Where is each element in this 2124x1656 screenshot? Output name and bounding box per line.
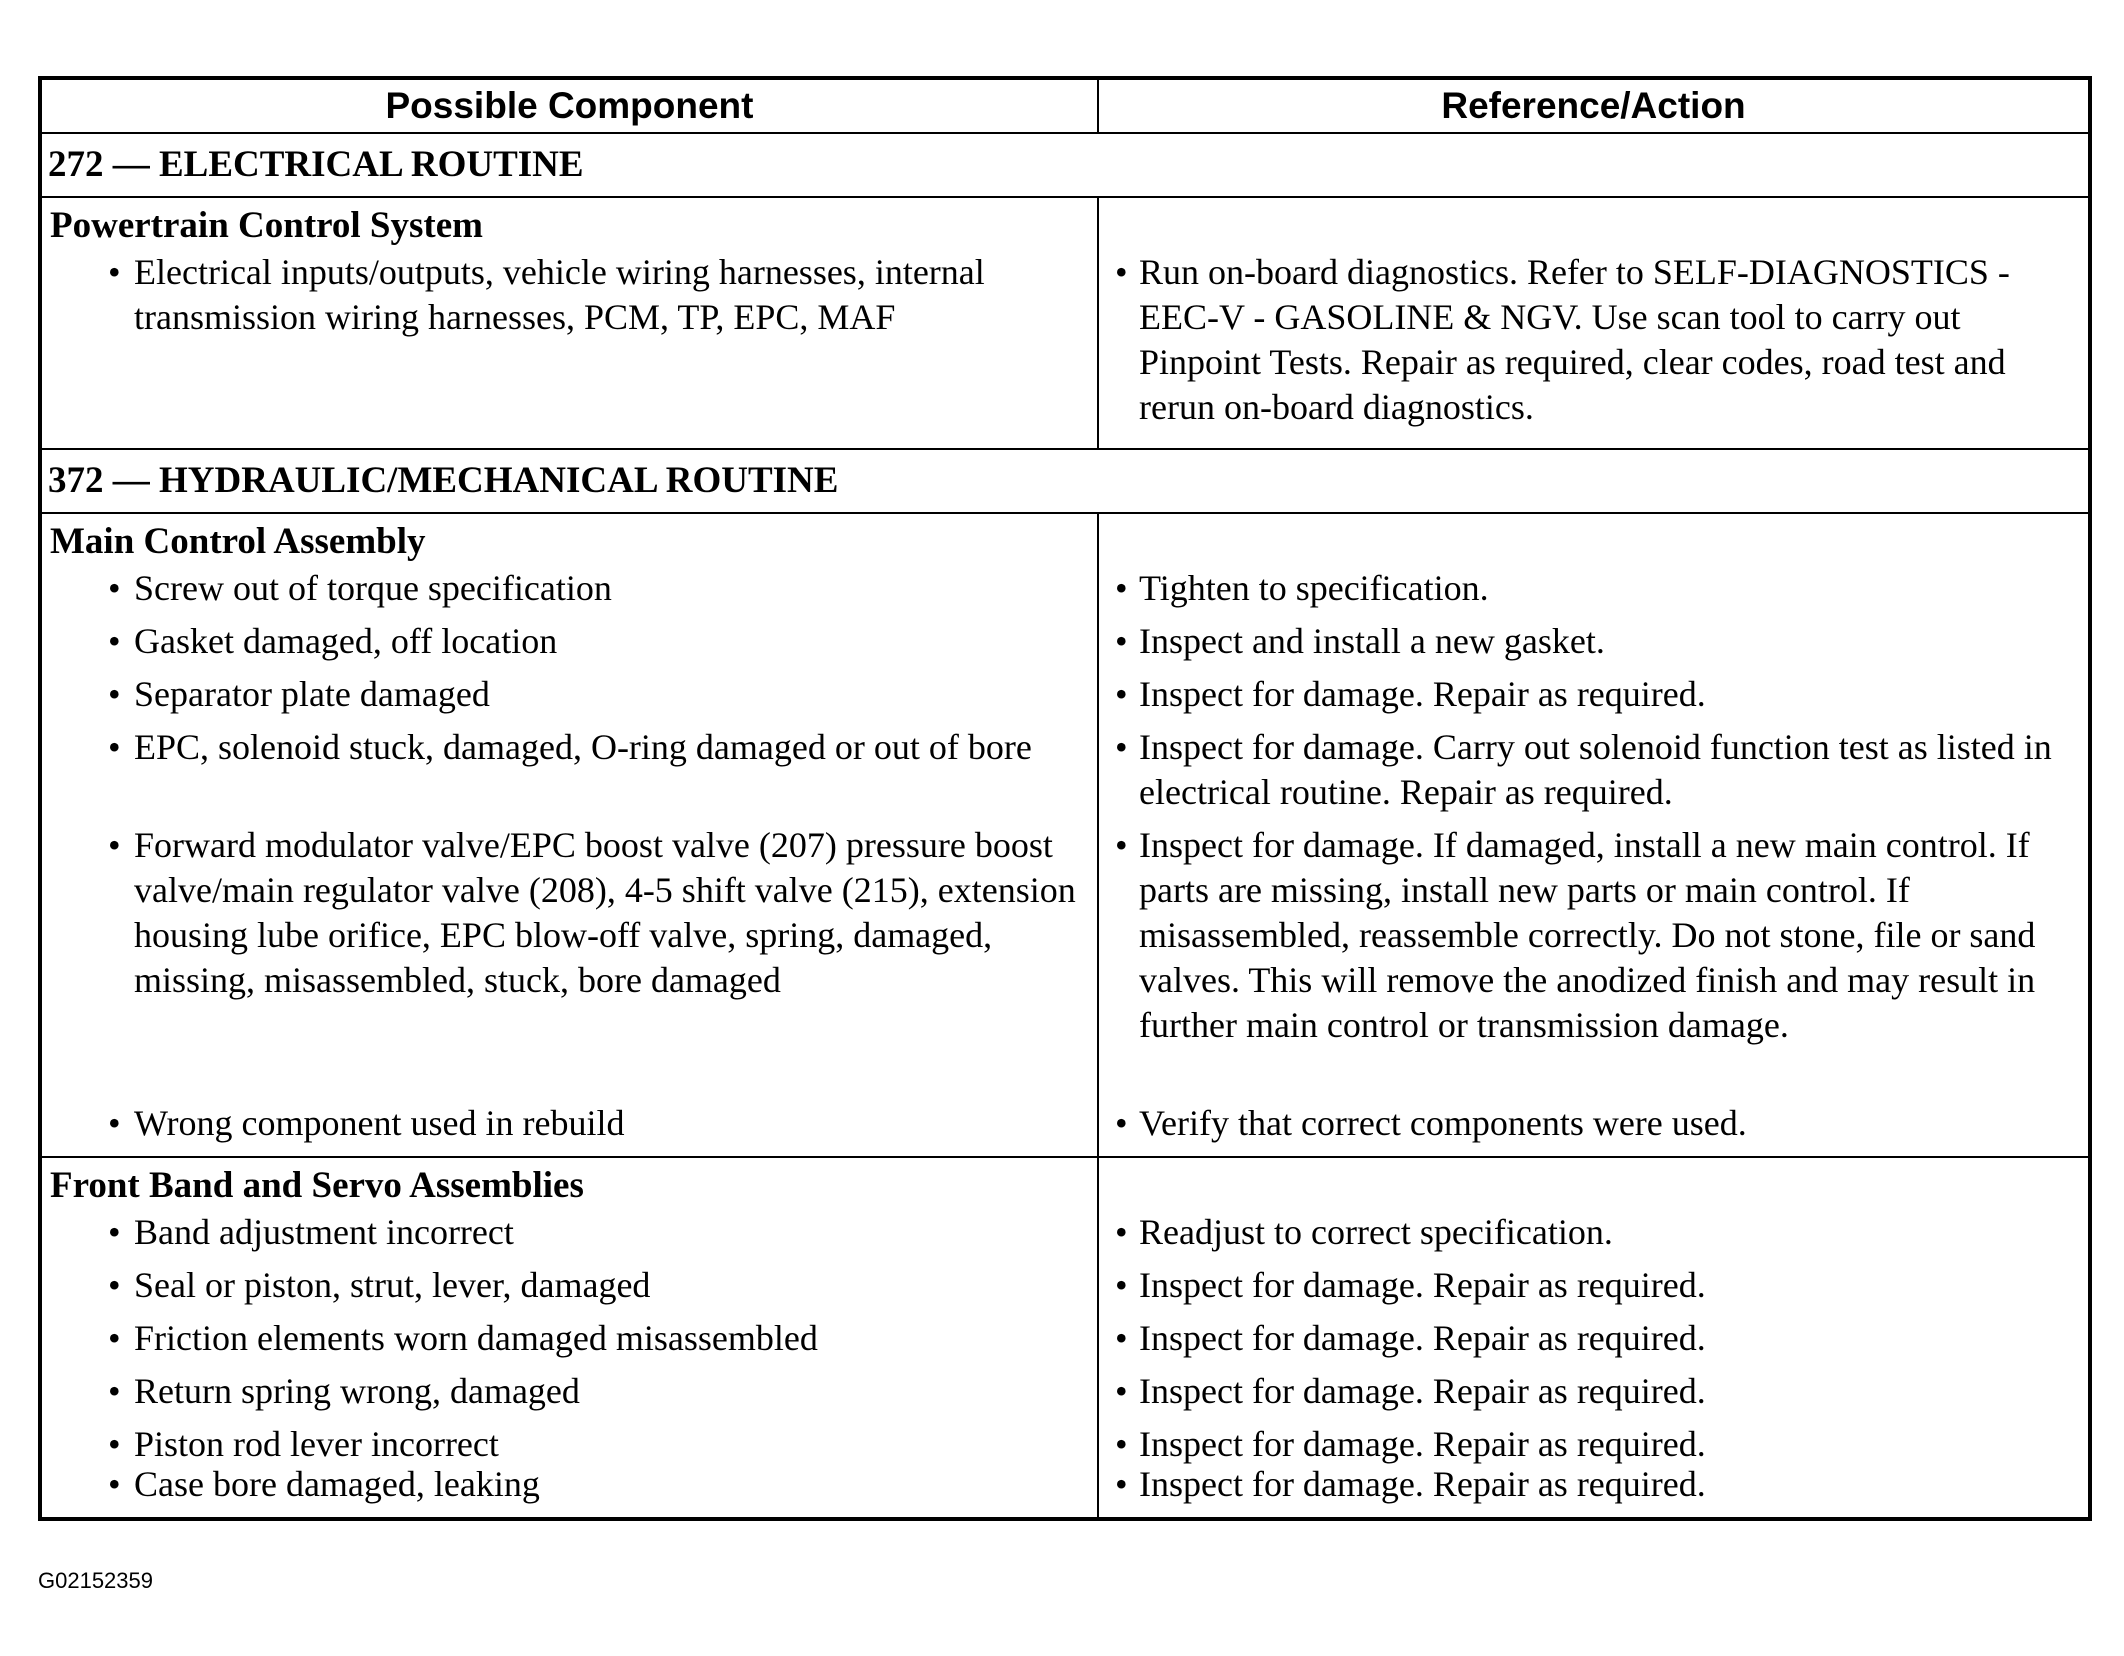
component-text: Wrong component used in rebuild xyxy=(134,1103,625,1143)
bullet: • xyxy=(108,568,121,608)
list-item xyxy=(1099,1101,2078,1146)
component-cell xyxy=(40,197,1098,449)
component-text: Return spring wrong, damaged xyxy=(134,1371,580,1411)
bullet: • xyxy=(1115,1424,1128,1464)
bullet: • xyxy=(1115,674,1128,714)
action-cell xyxy=(1098,513,2090,1157)
bullet: • xyxy=(108,1212,121,1252)
bullet: • xyxy=(1115,1265,1128,1305)
component-text: Seal or piston, strut, lever, damaged xyxy=(134,1265,651,1305)
bullet: • xyxy=(108,1103,121,1143)
bullet: • xyxy=(1115,621,1128,661)
table-header-row xyxy=(40,78,2090,133)
component-text: EPC, solenoid stuck, damaged, O-ring damaged or out of bore xyxy=(134,727,1032,767)
action-text: Readjust to correct specification. xyxy=(1139,1212,1613,1252)
bullet: • xyxy=(108,621,121,661)
bullet: • xyxy=(1115,825,1128,865)
component-text: Electrical inputs/outputs, vehicle wiring harnesses, internal transmission wiring harnesses, PCM, TP, EPC, MAF xyxy=(134,252,985,337)
component-text: Friction elements worn damaged misassembled xyxy=(134,1318,818,1358)
list-item xyxy=(42,725,1077,815)
list-item xyxy=(42,1210,1077,1255)
component-text: Case bore damaged, leaking xyxy=(134,1464,540,1504)
list-item xyxy=(42,566,1077,611)
bullet: • xyxy=(1115,568,1128,608)
action-cell xyxy=(1098,197,2090,449)
routine-title-272: 272 — ELECTRICAL ROUTINE xyxy=(40,133,2090,197)
action-text: Inspect for damage. Repair as required. xyxy=(1139,1265,1706,1305)
list-item xyxy=(1099,672,2078,717)
routine-row-272 xyxy=(40,133,2090,197)
bullet: • xyxy=(108,1265,121,1305)
action-text: Run on-board diagnostics. Refer to SELF-DIAGNOSTICS - EEC-V - GASOLINE & NGV. Use scan tool to carry out Pinpoint Tests. Repair as required, clear codes, road test and rerun on-board diagnostics. xyxy=(1139,252,2010,427)
component-text: Gasket damaged, off location xyxy=(134,621,558,661)
bullet: • xyxy=(1115,1318,1128,1358)
action-text: Inspect for damage. Repair as required. xyxy=(1139,1371,1706,1411)
bullet: • xyxy=(1115,252,1128,292)
action-text: Inspect for damage. Carry out solenoid function test as listed in electrical routine. Repair as required. xyxy=(1139,727,2052,812)
group-title-powertrain: Powertrain Control System xyxy=(50,205,483,246)
list-item xyxy=(1099,1210,2078,1255)
routine-row-372 xyxy=(40,449,2090,513)
list-item xyxy=(1099,619,2078,664)
group-row-front-band xyxy=(40,1157,2090,1519)
column-header-action: Reference/Action xyxy=(1098,78,2090,133)
figure-id: G02152359 xyxy=(38,1568,153,1593)
action-text: Inspect for damage. Repair as required. xyxy=(1139,1464,1706,1504)
diagnosis-table xyxy=(38,76,2092,1521)
list-item xyxy=(42,823,1077,1093)
bullet: • xyxy=(108,727,121,767)
bullet: • xyxy=(108,825,121,865)
component-text: Forward modulator valve/EPC boost valve (207) pressure boost valve/main regulator valve (208), 4-5 shift valve (215), extension housing lube orifice, EPC blow-off valve, spring, damaged, missing, misassembled, stuck, bore damaged xyxy=(134,825,1076,1000)
list-item xyxy=(42,1316,1077,1361)
list-item xyxy=(42,672,1077,717)
list-item xyxy=(42,1101,1077,1146)
list-item xyxy=(42,1422,1077,1462)
bullet: • xyxy=(1115,727,1128,767)
group-title-front-band: Front Band and Servo Assemblies xyxy=(50,1165,584,1206)
group-row-powertrain xyxy=(40,197,2090,449)
list-item xyxy=(42,1462,1077,1507)
bullet: • xyxy=(108,1424,121,1464)
bullet: • xyxy=(108,1318,121,1358)
action-text: Inspect for damage. If damaged, install a new main control. If parts are missing, install new parts or main control. If misassembled, reassemble correctly. Do not stone, file or sand valves. This will remove the anodized finish and may result in further main control or transmission damage. xyxy=(1139,825,2036,1045)
list-item xyxy=(1099,1369,2078,1414)
bullet: • xyxy=(1115,1464,1128,1504)
bullet: • xyxy=(108,674,121,714)
component-cell xyxy=(40,1157,1098,1519)
bullet: • xyxy=(108,1371,121,1411)
list-item xyxy=(1099,1263,2078,1308)
list-item xyxy=(1099,823,2078,1093)
action-text: Inspect and install a new gasket. xyxy=(1139,621,1605,661)
component-text: Screw out of torque specification xyxy=(134,568,612,608)
component-cell xyxy=(40,513,1098,1157)
group-row-main-control xyxy=(40,513,2090,1157)
component-text: Separator plate damaged xyxy=(134,674,490,714)
column-header-component: Possible Component xyxy=(40,78,1098,133)
list-item xyxy=(1099,725,2078,815)
action-text: Inspect for damage. Repair as required. xyxy=(1139,1424,1706,1464)
action-text: Verify that correct components were used. xyxy=(1139,1103,1747,1143)
list-item xyxy=(1099,1316,2078,1361)
component-text: Band adjustment incorrect xyxy=(134,1212,514,1252)
component-text: Piston rod lever incorrect xyxy=(134,1424,499,1464)
action-text: Inspect for damage. Repair as required. xyxy=(1139,1318,1706,1358)
bullet: • xyxy=(1115,1103,1128,1143)
list-item xyxy=(42,619,1077,664)
bullet: • xyxy=(1115,1212,1128,1252)
bullet: • xyxy=(108,1464,121,1504)
routine-title-372: 372 — HYDRAULIC/MECHANICAL ROUTINE xyxy=(40,449,2090,513)
action-text: Tighten to specification. xyxy=(1139,568,1489,608)
list-item xyxy=(42,1263,1077,1308)
list-item xyxy=(1099,1422,2078,1462)
action-cell xyxy=(1098,1157,2090,1519)
list-item xyxy=(42,250,1077,340)
list-item xyxy=(1099,1462,2078,1507)
group-title-main-control: Main Control Assembly xyxy=(50,521,426,562)
list-item xyxy=(1099,250,2078,430)
list-item xyxy=(1099,566,2078,611)
bullet: • xyxy=(1115,1371,1128,1411)
action-text: Inspect for damage. Repair as required. xyxy=(1139,674,1706,714)
bullet: • xyxy=(108,252,121,292)
list-item xyxy=(42,1369,1077,1414)
